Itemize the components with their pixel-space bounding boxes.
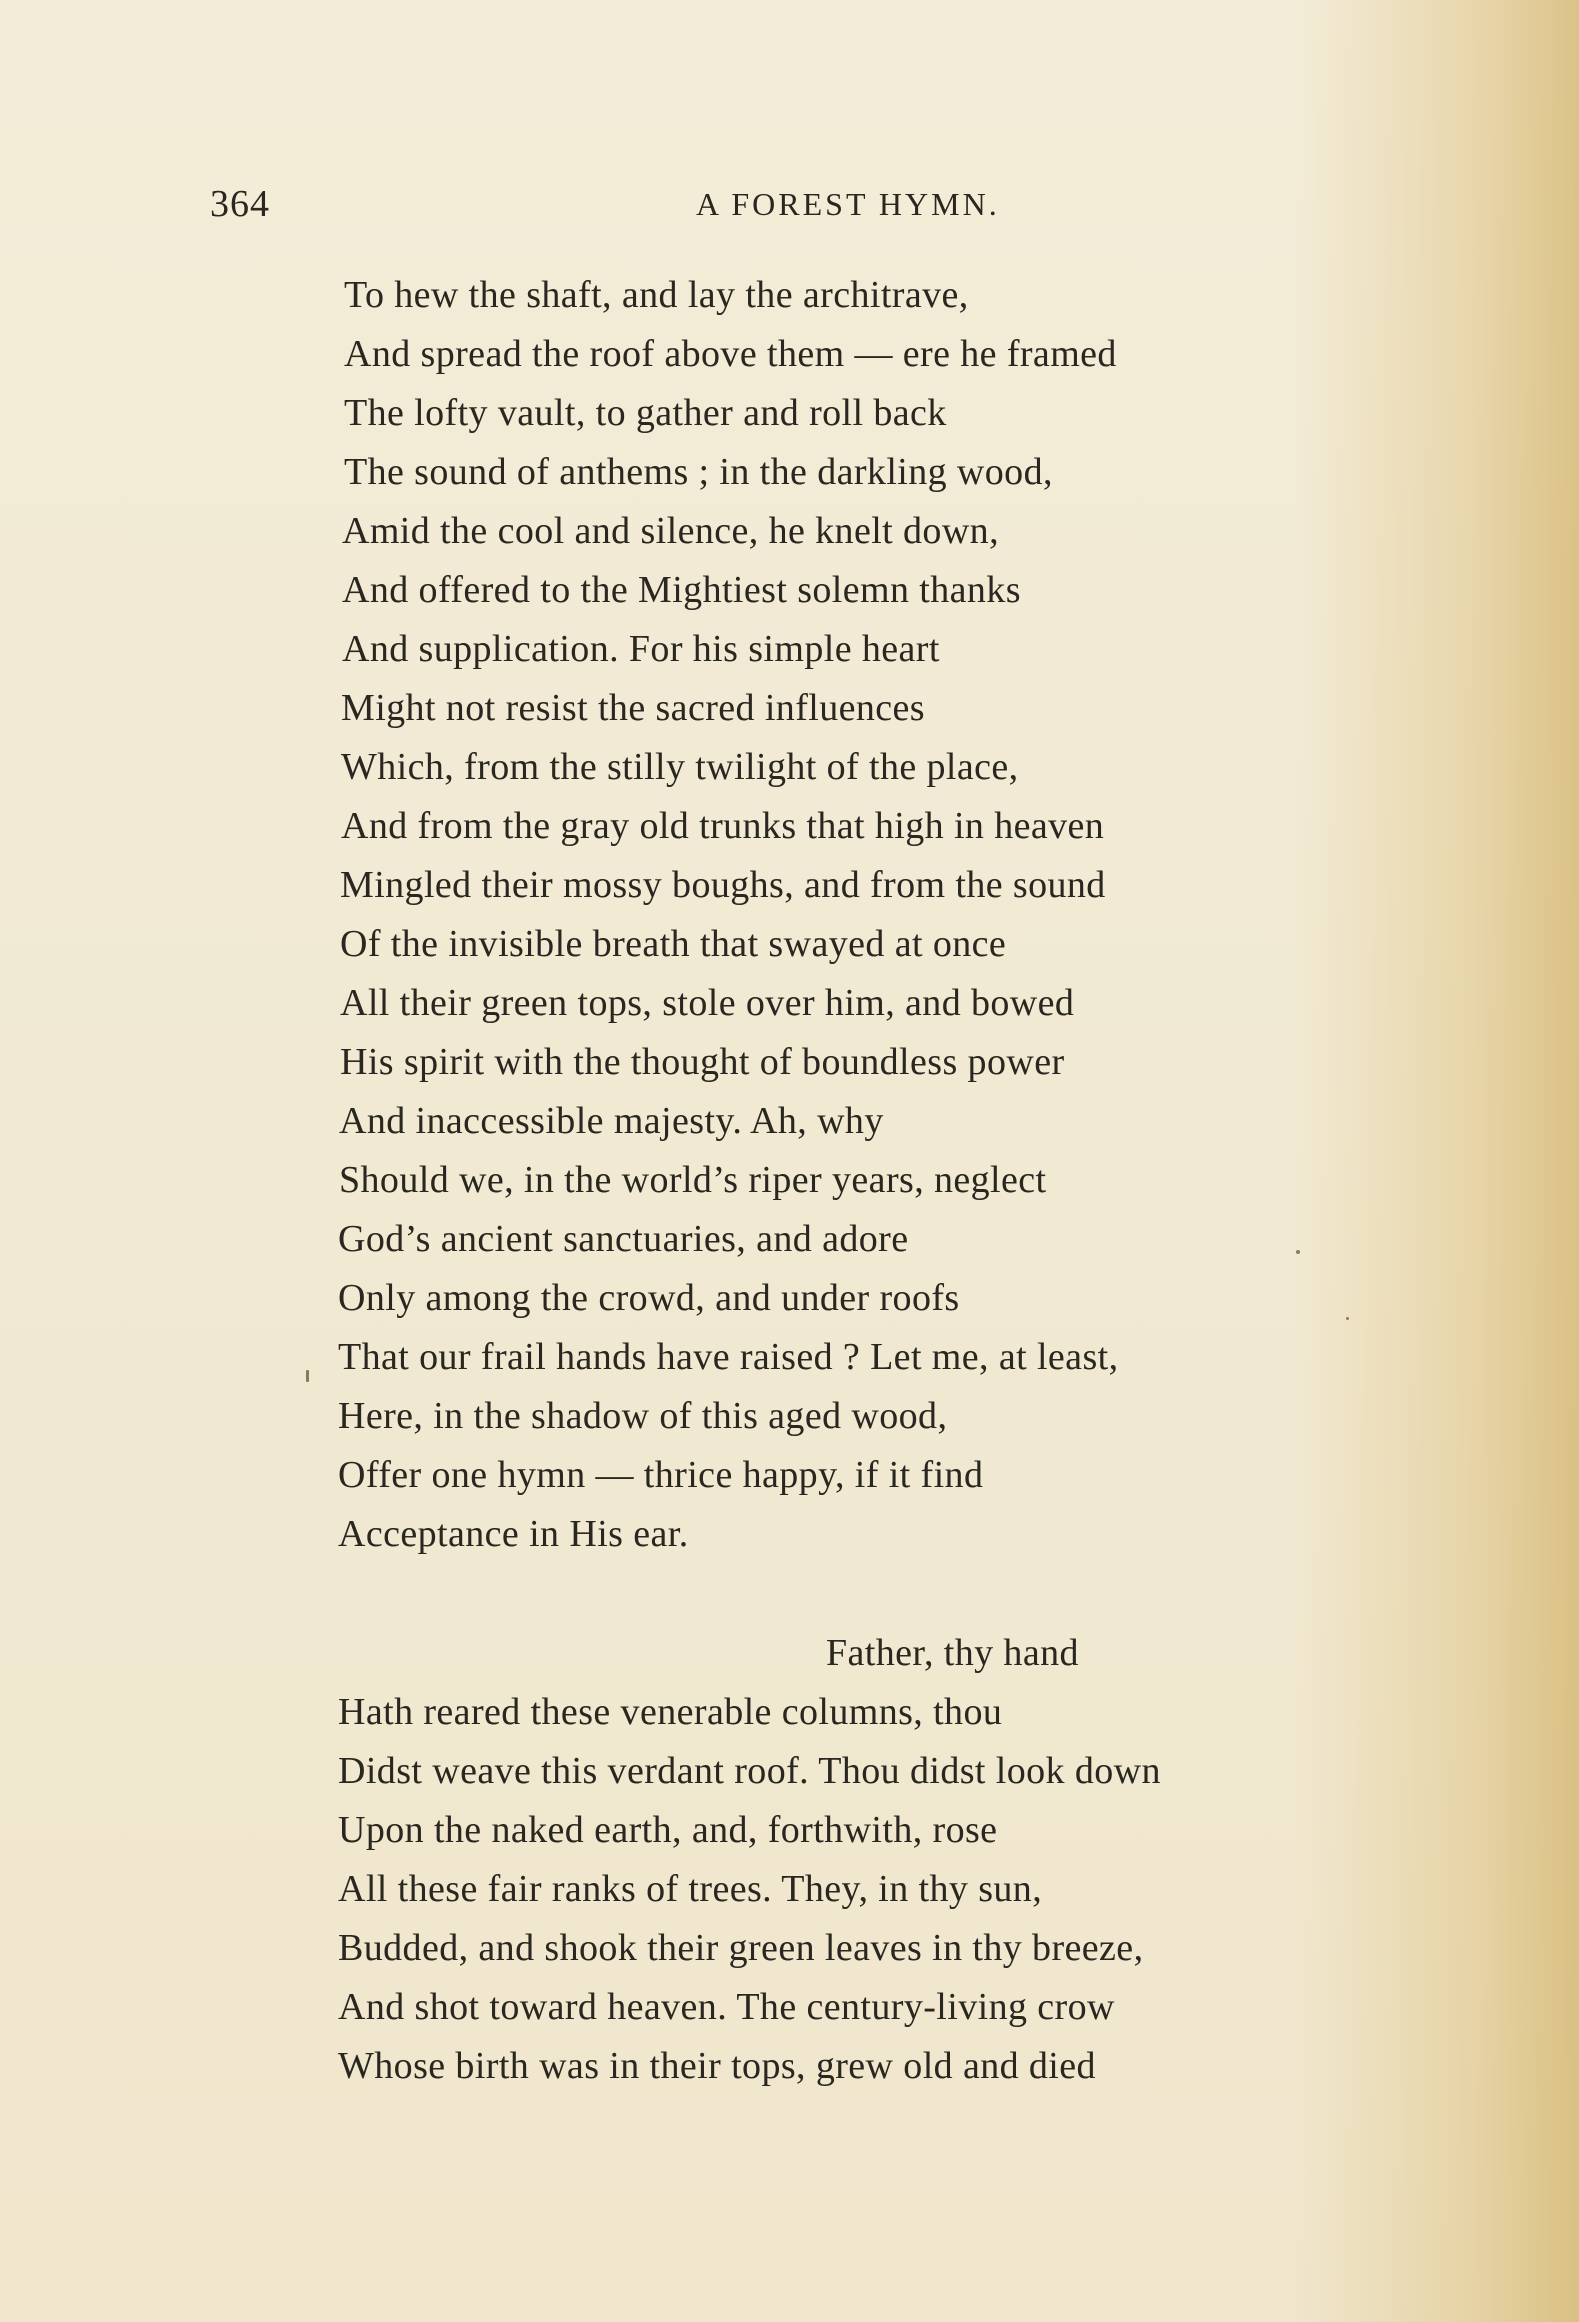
poem-line: And offered to the Mightiest solemn thanks — [342, 569, 1021, 611]
poem-line: The sound of anthems ; in the darkling wood, — [344, 451, 1053, 493]
poem-line: Amid the cool and silence, he knelt down, — [342, 510, 999, 552]
poem-line: Father, thy hand — [826, 1632, 1079, 1674]
poem-line: Budded, and shook their green leaves in thy breeze, — [338, 1927, 1144, 1969]
poem-line: And spread the roof above them — ere he framed — [344, 333, 1117, 375]
poem-line: Of the invisible breath that swayed at once — [340, 923, 1007, 965]
poem-line: Hath reared these venerable columns, thou — [338, 1691, 1003, 1733]
poem-line: Might not resist the sacred influences — [341, 687, 925, 729]
poem-line: All their green tops, stole over him, and bowed — [340, 982, 1075, 1024]
poem-line: God’s ancient sanctuaries, and adore — [338, 1218, 909, 1260]
poem-line: And shot toward heaven. The century-living crow — [338, 1986, 1115, 2028]
poem-line: Whose birth was in their tops, grew old and died — [338, 2045, 1096, 2087]
poem-line: And supplication. For his simple heart — [342, 628, 940, 670]
paper-speck — [1296, 1250, 1300, 1254]
poem-line: All these fair ranks of trees. They, in thy sun, — [338, 1868, 1043, 1910]
poem-line: Which, from the stilly twilight of the place, — [341, 746, 1019, 788]
poem-line: The lofty vault, to gather and roll back — [344, 392, 947, 434]
poem-line: Should we, in the world’s riper years, neglect — [339, 1159, 1047, 1201]
poem-line: Upon the naked earth, and, forthwith, rose — [338, 1809, 998, 1851]
page-number: 364 — [210, 183, 270, 225]
poem-line: That our frail hands have raised ? Let me, at least, — [338, 1336, 1119, 1378]
poem-line: To hew the shaft, and lay the architrave, — [344, 274, 969, 316]
poem-line: Acceptance in His ear. — [338, 1513, 689, 1555]
poem-line: His spirit with the thought of boundless power — [340, 1041, 1065, 1083]
poem-line: And from the gray old trunks that high in heaven — [341, 805, 1105, 847]
paper-speck — [306, 1370, 309, 1382]
paper-speck — [1346, 1317, 1349, 1320]
running-title: A FOREST HYMN. — [696, 186, 1000, 222]
poem-line: And inaccessible majesty. Ah, why — [339, 1100, 884, 1142]
page-header — [0, 182, 1579, 242]
poem-line: Offer one hymn — thrice happy, if it find — [338, 1454, 984, 1496]
poem-line: Didst weave this verdant roof. Thou didst look down — [338, 1750, 1161, 1792]
poem-line: Only among the crowd, and under roofs — [338, 1277, 960, 1319]
poem-line: Mingled their mossy boughs, and from the sound — [340, 864, 1106, 906]
poem-line: Here, in the shadow of this aged wood, — [338, 1395, 948, 1437]
